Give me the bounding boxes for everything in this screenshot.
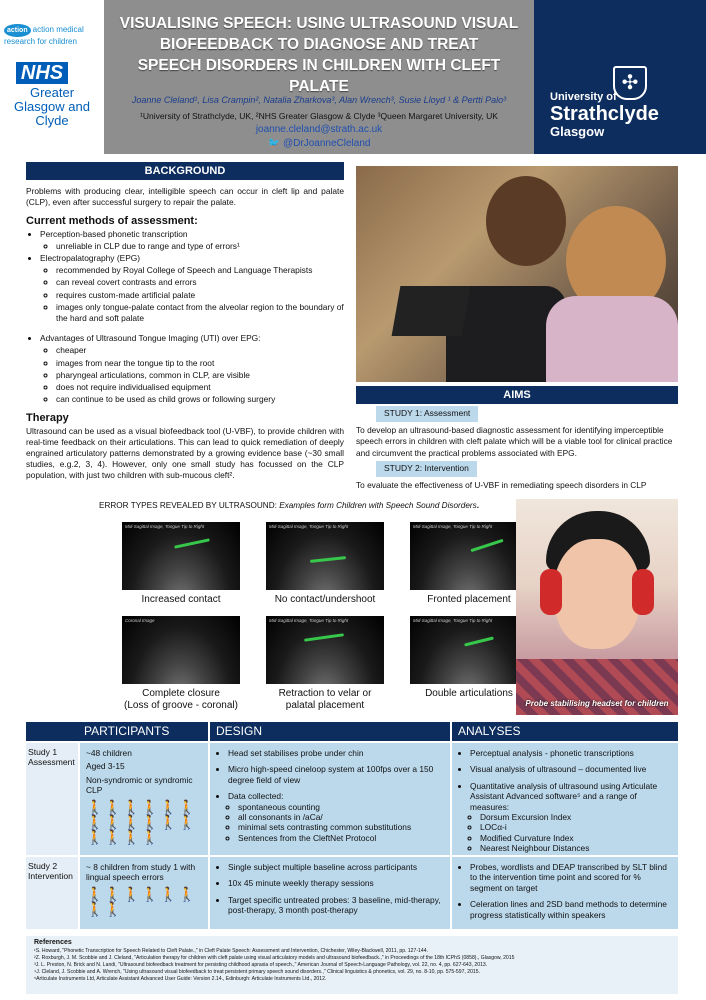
study2-tag: STUDY 2: Intervention [376, 461, 477, 477]
list-item: ◦ can reveal covert contrasts and errors [56, 277, 344, 288]
affiliations: ¹University of Strathclyde, UK, ²NHS Greater Glasgow & Clyde ³Queen Margaret University, UK [140, 111, 498, 121]
table-cell [210, 743, 450, 855]
image-caption: Retraction to velar or palatal placement [278, 688, 372, 711]
list-item: • Single subject multiple baseline across participants [228, 862, 444, 872]
methods-list [26, 229, 344, 325]
partner-logos [0, 0, 104, 154]
action-medical-research-logo: action action medical research for children [4, 25, 84, 46]
ultrasound-image: Mid-Sagittal Image, Tongue Tip to Right [266, 522, 384, 590]
background-section [26, 182, 344, 482]
reference-item: ¹S. Howard, "Phonetic Transcription for Speech Related to Cleft Palate.," in Cleft Palate Speech: Assessment and Intervention, Chichester, Wiley-Blackwell, 2011, pp. 127-144. [34, 947, 428, 954]
poster-title [110, 13, 528, 97]
reference-item: ⁵Articulate Instruments Ltd, Articulate Assistant Advanced User Guide: Version 2.14., Edinburgh: Articulate Instruments Ltd., 2012. [34, 975, 327, 982]
reference-item: ²Z. Roxburgh, J. M. Scobbie and J. Cleland, "Articulation therapy for children with cleft palate using visual articulatory models and ultrasound biofeedback.," in Proceedings of the 18th ICPhS (0858)., Glasgow, 2015 [34, 954, 515, 961]
list-item: ◦ images only tongue-palate contact from the alveolar region to the boundary of the hard and soft palate [56, 302, 344, 324]
uni-line: Strathclyde [550, 103, 659, 125]
list-item: ◦ Sentences from the CleftNet Protocol [238, 833, 444, 843]
university-logo [534, 0, 706, 154]
photo-shape [486, 176, 566, 266]
title-line: SPEECH DISORDERS IN CHILDREN WITH CLEFT PALATE [137, 57, 501, 95]
list-item: • Electropalatography (EPG) ◦ recommended by Royal College of Speech and Language Therapists ◦ can reveal covert contrasts and errors ◦ requires custom-made artificial palate ◦ images only tongue-palate contact from the alveolar region to the boundary of the hard and soft palate [40, 253, 344, 324]
therapy-photo [356, 166, 678, 382]
list-item: ◦ cheaper [56, 345, 344, 356]
title-line: BIOFEEDBACK TO DIAGNOSE AND TREAT [159, 36, 479, 53]
nhs-logo: NHS [16, 62, 68, 84]
people-icons: 🚶🚶🚶🚶🚶🚶🚶🚶 [86, 885, 197, 917]
row-label: Study 2 Intervention [26, 857, 78, 929]
email-link[interactable]: joanne.cleland@strath.ac.uk [255, 124, 383, 135]
list-item: • Advantages of Ultrasound Tongue Imaging (UTI) over EPG: ◦ cheaper ◦ images from near the tongue tip to the root ◦ pharyngeal articulations, common in CLP, are visible ◦ does not require individualised equipment ◦ can continue to be used as child grows or following surgery [40, 333, 344, 405]
table-cell [210, 857, 450, 929]
references-heading: References [34, 939, 72, 946]
therapy-heading: Therapy [26, 412, 69, 425]
uni-line: Glasgow [550, 124, 605, 139]
list-item: ◦ can continue to be used as child grows or following surgery [56, 394, 344, 405]
list-item: ◦ LOCα-i [480, 822, 672, 832]
table-header: ANALYSES [450, 722, 678, 741]
tablet-shape [392, 286, 471, 336]
twitter-label: @DrJoanneCleland [283, 138, 371, 149]
error-types-title: ERROR TYPES REVEALED BY ULTRASOUND: Examples form Children with Speech Sound Disorders. [99, 501, 479, 510]
list-item: ◦ requires custom-made artificial palate [56, 290, 344, 301]
headset-photo [516, 499, 678, 715]
image-caption: Increased contact [141, 594, 221, 605]
uni-line: University of [550, 91, 617, 103]
table-cell [452, 857, 678, 929]
ultrasound-image: Mid-Sagittal Image, Tongue Tip to Right [410, 616, 528, 684]
list-item: • Perceptual analysis - phonetic transcriptions [470, 748, 672, 758]
photo-shape [554, 539, 640, 649]
people-icons: 🚶🚶🚶🚶🚶🚶🚶🚶🚶🚶🚶🚶🚶🚶🚶🚶 [86, 798, 197, 845]
list-item: ◦ pharyngeal articulations, common in CLP, are visible [56, 370, 344, 381]
study1-aim: To develop an ultrasound-based diagnostic assessment for identifying imperceptible speech errors in children with cleft palate which will be a viable tool for clinical practice and circumvent the practical problems associated with EPG. [356, 424, 673, 458]
background-heading: BACKGROUND [26, 162, 344, 180]
methods-table [26, 722, 678, 930]
list-item: ◦ Modified Curvature Index [480, 833, 672, 843]
list-item: • Perception-based phonetic transcription ◦ unreliable in CLP due to range and type of errors¹ [40, 229, 344, 252]
photo-caption: Probe stabilising headset for children [525, 699, 669, 708]
list-item: • Quantitative analysis of ultrasound using Articulate Assistant Advanced software⁵ and a range of measures: ◦ Dorsum Excursion Index ◦ LOCα-i ◦ Modified Curvature Index ◦ Nearest Neighbour Distances [470, 781, 672, 854]
authors: Joanne Cleland¹, Lisa Crampin², Natalia Zharkova³, Alan Wrench³, Susie Lloyd ¹ & Pertti Palo³ [131, 95, 507, 105]
image-caption: Double articulations [425, 688, 513, 699]
ultrasound-image: Mid-Sagittal Image, Tongue Tip to Right [122, 522, 240, 590]
list-item: ◦ all consonants in /aCa/ [238, 812, 444, 822]
list-item: • Micro high-speed cineloop system at 100fps over a 150 degree field of view [228, 764, 444, 785]
list-item: ◦ Nearest Neighbour Distances [480, 843, 672, 853]
twitter-bird-icon: 🐦 [267, 138, 281, 149]
nhs-board-name: Greater Glasgow and Clyde [14, 85, 90, 128]
table-cell [452, 743, 678, 855]
reference-item: ⁴J. Cleland, J. Scobbie and A. Wrench, "Using ultrasound visual biofeedback to treat persistent primary speech sound disorders.," Clinical linguistics & phonetics, vol. 29, no. 8-10, pp. 575-597, 2015. [34, 968, 480, 975]
table-cell [80, 857, 208, 929]
photo-shape [632, 569, 654, 615]
error-types-panel [70, 499, 513, 715]
image-caption: Complete closure (Loss of groove - coronal) [124, 688, 238, 711]
list-item: ◦ spontaneous counting [238, 802, 444, 812]
study1-tag: STUDY 1: Assessment [376, 406, 478, 422]
ultrasound-image: Mid-Sagittal Image, Tongue Tip to Right [266, 616, 384, 684]
cell-text: Aged 3-15 [86, 761, 125, 772]
cell-text: Non-syndromic or syndromic CLP [86, 774, 193, 796]
references [26, 936, 678, 994]
list-item: ◦ minimal sets contrasting common substitutions [238, 822, 444, 832]
aims-section [356, 404, 678, 491]
list-item: ◦ unreliable in CLP due to range and type of errors¹ [56, 241, 344, 252]
ultrasound-image: Coronal Image [122, 616, 240, 684]
table-header: DESIGN [208, 722, 450, 741]
title-line: VISUALISING SPEECH: USING ULTRASOUND VISUAL [119, 15, 519, 32]
crest-icon: ✣ [613, 66, 647, 100]
image-caption: Fronted placement [427, 594, 511, 605]
table-header: PARTICIPANTS [78, 722, 208, 741]
study2-aim: To evaluate the effectiveness of U-VBF in remediating speech disorders in CLP [356, 479, 647, 490]
image-caption: No contact/undershoot [274, 594, 376, 605]
list-item: • Data collected: ◦ spontaneous counting ◦ all consonants in /aCa/ ◦ minimal sets contrasting common substitutions ◦ Sentences from the CleftNet Protocol [228, 791, 444, 843]
intro-text: Problems with producing clear, intelligible speech can occur in cleft lip and palate (CLP), even after successful surgery to repair the palate. [26, 186, 344, 208]
list-item: ◦ recommended by Royal College of Speech and Language Therapists [56, 265, 344, 276]
list-item: • Probes, wordlists and DEAP transcribed by SLT blind to the intervention time point and scored for % segment on target [470, 862, 672, 893]
list-item: ◦ does not require individualised equipment [56, 382, 344, 393]
photo-shape [540, 569, 562, 615]
cell-text: ~48 children [86, 748, 132, 758]
ultrasound-image: Mid-Sagittal Image, Tongue Tip to Right [410, 522, 528, 590]
row-label: Study 1 Assessment [26, 743, 78, 855]
list-item: • 10x 45 minute weekly therapy sessions [228, 878, 444, 888]
aims-heading: AIMS [356, 386, 678, 404]
reference-item: ³J. L. Preston, N. Brick and N. Landi, "Ultrasound biofeedback treatment for persisting childhood apraxia of speech.," American Journal of Speech-Language Pathology, vol. 22, no. 4, pp. 627-643, 2013. [34, 961, 488, 968]
poster-header [104, 0, 534, 154]
list-item: • Celeration lines and 2SD band methods to determine progress statistically within speakers [470, 899, 672, 920]
cell-text: ~ 8 children from study 1 with lingual speech errors [86, 862, 196, 883]
list-item: • Head set stabilises probe under chin [228, 748, 444, 758]
therapy-text: Ultrasound can be used as a visual biofeedback tool (U-VBF), to provide children with real-time feedback on their articulations. This can lead to quick remediation of deeply engrained articulatory patterns demonstrated by a growing evidence base (~30 small studies, e.g.2, 3, 4). However, only one small study has focussed on the CLP population, with just two children with sub-mucous cleft². [26, 425, 344, 481]
list-item: • Visual analysis of ultrasound – documented live [470, 764, 672, 774]
list-item: ◦ images from near the tongue tip to the root [56, 358, 344, 369]
list-item: ◦ Dorsum Excursion Index [480, 812, 672, 822]
photo-shape [546, 296, 678, 382]
table-header-blank [26, 722, 78, 741]
table-cell [80, 743, 208, 855]
list-item: • Target specific untreated probes: 3 baseline, mid-therapy, post-therapy, 3 month post-therapy [228, 895, 444, 916]
methods-heading: Current methods of assessment: [26, 215, 198, 228]
twitter-handle[interactable] [104, 138, 534, 149]
uti-list [26, 333, 344, 405]
